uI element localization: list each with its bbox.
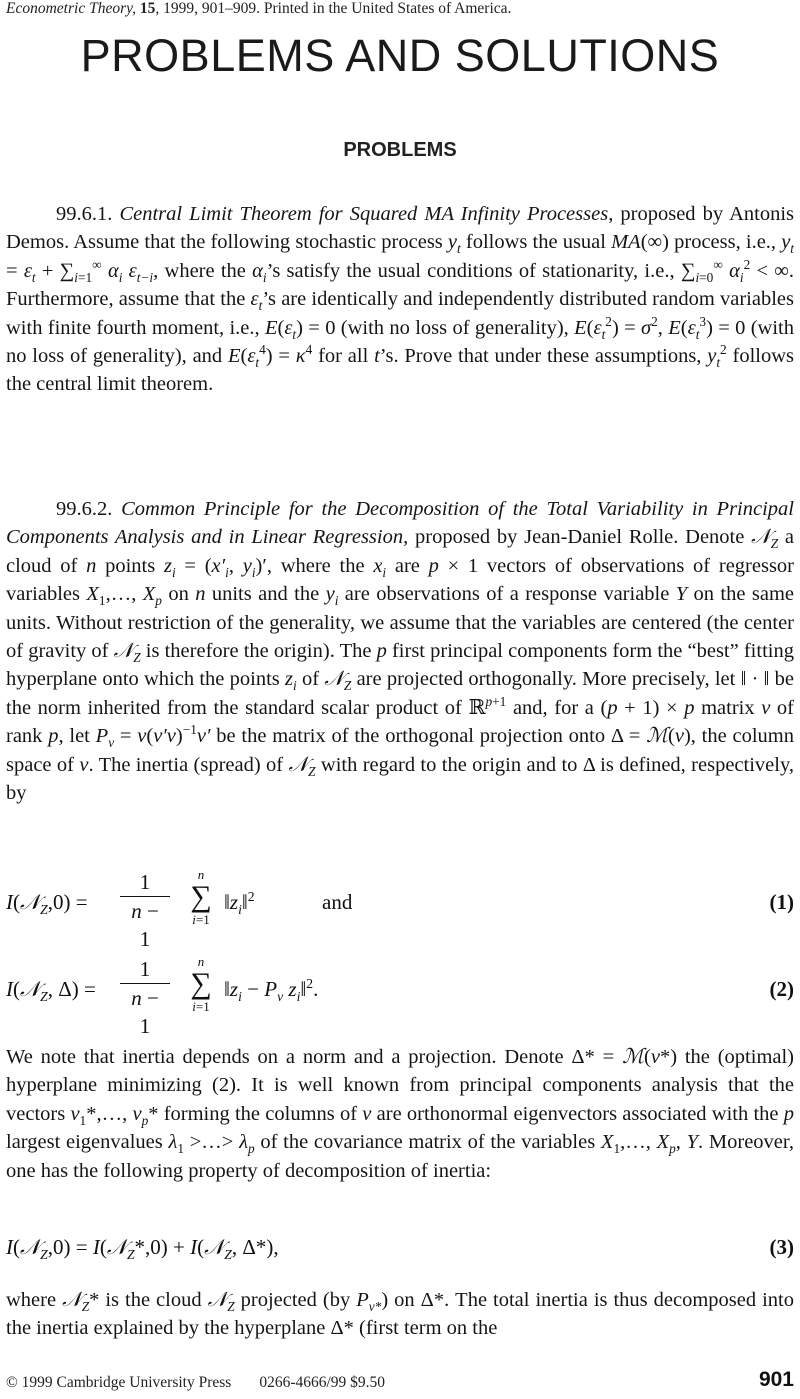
problem-proposer: Jean-Daniel Rolle	[524, 526, 674, 549]
running-header: Econometric Theory, 15, 1999, 901–909. Printed in the United States of America.	[6, 0, 512, 17]
page-footer	[6, 1374, 385, 1392]
page-number: 901	[758, 1368, 794, 1391]
equation-number: (2)	[769, 977, 794, 1001]
problem-title: Central Limit Theorem for Squared MA Infinity Processes	[119, 203, 609, 225]
problem-99-6-1: 99.6.1. Central Limit Theorem for Squared MA Infinity Processes, proposed by Antonis Demos. Assume that the following stochastic process $y_t$ follows the usual MA(∞) process, i.e., $y_t = \varepsilon_t + \sum_{i=1}^\infty$ $\alpha_i$ $\varepsilon_{t-i}$, where the $\alpha_i’s$ satisfy the usual conditions of stationarity, i.e., $\sum_{i=0}^\infty$ $\alpha_i^2$ < ∞. Furthermore, assume that the $\varepsilon_t’s$ are identically and independently distributed random variables with finite fourth moment, i.e., $E(\varepsilon_t) = 0$ (with no loss of generality), $E(\varepsilon_t^2) = \sigma^2$, $E(\varepsilon_t^3) = 0$ (with no loss of generality), and $E(\varepsilon_t^4) = \kappa^4$ for all t’s. Prove that under these assumptions, $y_t^2$ follows the central limit theorem.	[6, 203, 795, 396]
section-heading: PROBLEMS	[343, 139, 457, 161]
problem-proposer: Antonis Demos	[6, 203, 794, 254]
equation-number: (1)	[769, 890, 794, 914]
copyright: © 1999 Cambridge University Press	[6, 1374, 232, 1391]
equation-3: I(𝒩$_Z$,0) = I(𝒩$_Z$*,0) + I(𝒩$_Z$, Δ*), (3)	[6, 1235, 794, 1263]
body-paragraph: We note that inertia depends on a norm and a projection. Denote Δ* = ℳ(v*) the (optimal) hyperplane minimizing (2). It is well known from principal components analysis that the vectors $v_1*,\dots$, $v_p*$ forming the columns of v are orthonormal eigenvectors associated with the p largest eigenvalues $\lambda_1$ >…> $\lambda_p$ of the covariance matrix of the variables $X_1,\dots$, $X_p$, Y. Moreover, one has the following property of decomposition of inertia:	[6, 1046, 795, 1182]
equation-number: (3)	[769, 1235, 794, 1259]
issn-price: 0266-4666/99 $9.50	[259, 1374, 386, 1391]
problem-title: Common Principle for the Decomposition of the Total Variability in Principal Components Analysis and in Linear Regression	[6, 498, 794, 549]
equation-1: I(𝒩$_Z$,0) = 1 n − 1 n ∑ i=1 $‖z_i‖^2$ and (1)	[6, 867, 794, 951]
journal-name: Econometric Theory	[6, 0, 133, 17]
page-title: PROBLEMS AND SOLUTIONS	[80, 30, 720, 81]
and-word: and	[322, 890, 353, 914]
header-rest: , 1999, 901–909. Printed in the United States of America.	[155, 0, 512, 17]
problem-99-6-2: 99.6.2. Common Principle for the Decomposition of the Total Variability in Principal Components Analysis and in Linear Regression, proposed by Jean-Daniel Rolle. Denote 𝒩$_Z$ a cloud of n points $z_i = (x'_i$, $y_i)'$, where the $x_i$ are p × 1 vectors of observations of regressor variables $X_1,\dots$, $X_p$ on n units and the $y_i$ are observations of a response variable Y on the same units. Without restriction of the generality, we assume that the variables are centered (the center of gravity of 𝒩$_Z$ is therefore the origin). The p first principal components form the “best” fitting hyperplane onto which the points $z_i$ of 𝒩$_Z$ are projected orthogonally. More precisely, let ‖ · ‖ be the norm inherited from the standard scalar product of ℝ$^{p+1}$ and, for a (p + 1) × p matrix v of rank p, let $P_v = v(v'v)^{-1}v'$ be the matrix of the orthogonal projection onto Δ = ℳ(v), the column space of v. The inertia (spread) of 𝒩$_Z$ with regard to the origin and to Δ is defined, respectively, by	[6, 498, 795, 805]
volume-number: 15	[139, 0, 156, 17]
problem-number: 99.6.2.	[56, 498, 113, 520]
equation-2: I(𝒩$_Z$, Δ) = 1 n − 1 n ∑ i=1 $‖z_i - P_v$ $z_i‖^2$. (2)	[6, 954, 794, 1038]
body-paragraph: where 𝒩$_Z$* is the cloud 𝒩$_Z$ projected (by $P_{v*}$) on Δ*. The total inertia is thus decomposed into the inertia explained by the hyperplane Δ* (first term on the	[6, 1289, 794, 1340]
problem-number: 99.6.1.	[56, 203, 113, 225]
